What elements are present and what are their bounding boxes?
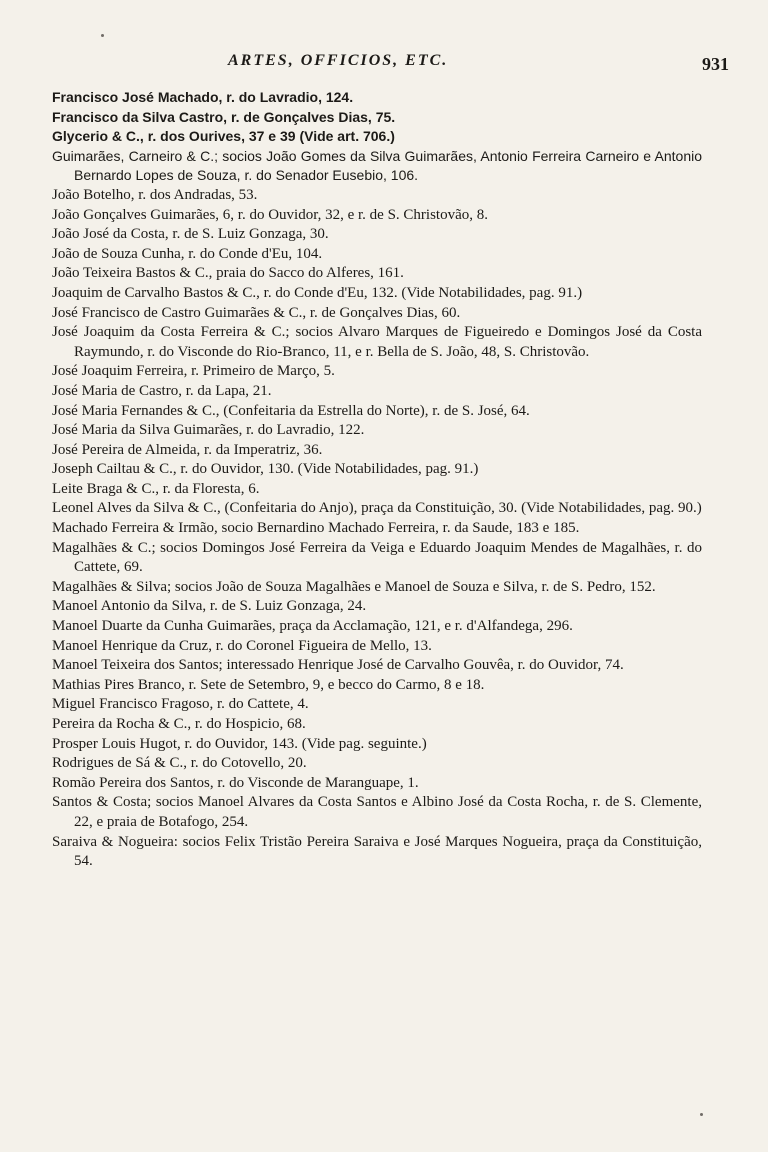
listing-entry: João Botelho, r. dos Andradas, 53.	[52, 186, 258, 203]
listing-entry: José Maria Fernandes & C., (Confeitaria da Estrella do Norte), r. de S. José, 64.	[52, 402, 530, 419]
listing-entry: Miguel Francisco Fragoso, r. do Cattete, 4.	[52, 696, 309, 713]
listing-entry: Machado Ferreira & Irmão, socio Bernardino Machado Ferreira, r. da Saude, 183 e 185.	[52, 520, 580, 537]
listing-entry: Magalhães & Silva; socios João de Souza Magalhães e Manoel de Souza e Silva, r. de S. Pedro, 152.	[52, 578, 656, 595]
listing-entry: José Joaquim Ferreira, r. Primeiro de Março, 5.	[52, 363, 335, 380]
ink-speck	[101, 34, 104, 37]
listing-entry: José Maria de Castro, r. da Lapa, 21.	[52, 382, 272, 399]
listing-entry: Guimarães, Carneiro & C.; socios João Gomes da Silva Guimarães, Antonio Ferreira Carneiro e Antonio Bernardo Lopes de Souza, r. do Senador Eusebio, 106.	[52, 147, 702, 184]
listing-entry: Romão Pereira dos Santos, r. do Visconde de Maranguape, 1.	[52, 774, 419, 791]
listing-entry: Santos & Costa; socios Manoel Alvares da Costa Santos e Albino José da Costa Rocha, r. de S. Clemente, 22, e praia de Botafogo, 254.	[52, 794, 702, 830]
listing-entry: Manoel Duarte da Cunha Guimarães, praça da Acclamação, 121, e r. d'Alfandega, 296.	[52, 618, 573, 635]
listing-entry: Prosper Louis Hugot, r. do Ouvidor, 143. (Vide pag. seguinte.)	[52, 735, 427, 752]
listing-entry: Leonel Alves da Silva & C., (Confeitaria do Anjo), praça da Constituição, 30. (Vide Notabilidades, pag. 90.)	[52, 500, 702, 517]
listing-entry: Rodrigues de Sá & C., r. do Cotovello, 20.	[52, 755, 307, 772]
listing-entry: Pereira da Rocha & C., r. do Hospicio, 68.	[52, 716, 306, 732]
listing-entry: João Gonçalves Guimarães, 6, r. do Ouvidor, 32, e r. de S. Christovão, 8.	[52, 206, 488, 223]
running-title: ARTES, OFFICIOS, ETC.	[228, 52, 449, 69]
listing-entry: Magalhães & C.; socios Domingos José Ferreira da Veiga e Eduardo Joaquim Mendes de Magalhães, r. do Cattete, 69.	[52, 539, 702, 576]
listing-entry: Manoel Henrique da Cruz, r. do Coronel Figueira de Mello, 13.	[52, 637, 432, 654]
listing-entry: Manoel Antonio da Silva, r. de S. Luiz Gonzaga, 24.	[52, 598, 367, 615]
listing-entry: João de Souza Cunha, r. do Conde d'Eu, 104.	[52, 245, 323, 262]
listing-entry: Glycerio & C., r. dos Ourives, 37 e 39 (Vide art. 706.)	[52, 128, 395, 145]
listing-entry: Mathias Pires Branco, r. Sete de Setembro, 9, e becco do Carmo, 8 e 18.	[52, 676, 485, 693]
listing-entry: Leite Braga & C., r. da Floresta, 6.	[52, 480, 260, 497]
listing-entry: José Joaquim da Costa Ferreira & C.; socios Alvaro Marques de Figueiredo e Domingos José da Costa Raymundo, r. do Visconde do Rio-Branco, 11, e r. Bella de S. João, 48, S. Christovão.	[52, 324, 702, 360]
listing-entry: Joaquim de Carvalho Bastos & C., r. do Conde d'Eu, 132. (Vide Notabilidades, pag. 91.)	[52, 284, 583, 301]
directory-listing	[52, 88, 702, 872]
listing-entry: João Teixeira Bastos & C., praia do Sacco do Alferes, 161.	[52, 265, 404, 282]
ink-speck	[700, 1113, 703, 1116]
listing-entry: José Pereira de Almeida, r. da Imperatriz, 36.	[52, 441, 323, 458]
listing-entry: Francisco José Machado, r. do Lavradio, 124.	[52, 89, 354, 105]
listing-entry: Saraiva & Nogueira: socios Felix Tristão Pereira Saraiva e José Marques Nogueira, praça da Constituição, 54.	[52, 833, 702, 870]
page-number: 931	[702, 54, 729, 74]
page-header	[0, 52, 768, 78]
listing-entry: Joseph Cailtau & C., r. do Ouvidor, 130. (Vide Notabilidades, pag. 91.)	[52, 461, 479, 478]
listing-entry: João José da Costa, r. de S. Luiz Gonzaga, 30.	[52, 226, 329, 243]
listing-entry: Manoel Teixeira dos Santos; interessado Henrique José de Carvalho Gouvêa, r. do Ouvidor, 74.	[52, 657, 624, 674]
listing-entry: Francisco da Silva Castro, r. de Gonçalves Dias, 75.	[52, 108, 396, 125]
listing-entry: José Francisco de Castro Guimarães & C., r. de Gonçalves Dias, 60.	[52, 304, 461, 321]
listing-entry: José Maria da Silva Guimarães, r. do Lavradio, 122.	[52, 422, 365, 439]
